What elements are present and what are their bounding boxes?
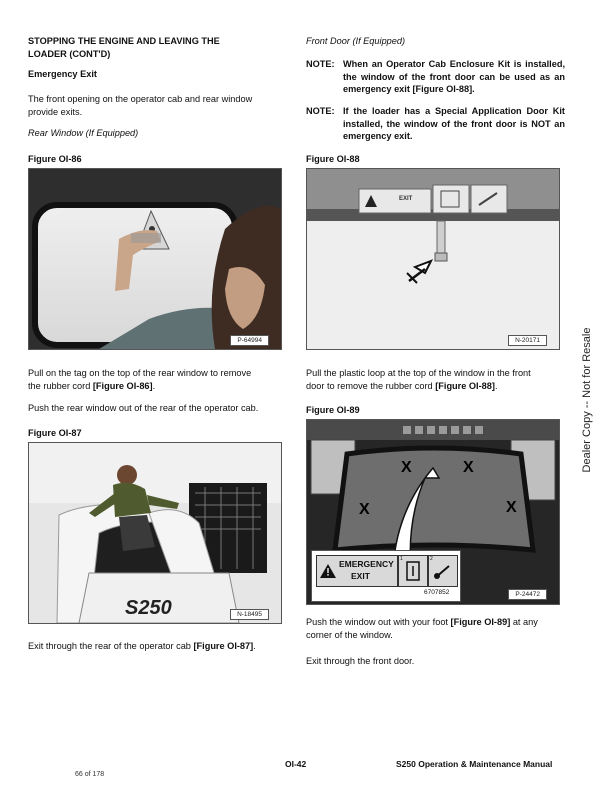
decal-step-number: 2 <box>430 556 433 562</box>
decal-step-number: 1 <box>400 556 403 562</box>
decal-warning-panel <box>316 555 398 587</box>
decal-step-2 <box>428 555 458 587</box>
exit-decal-text: EXIT <box>399 196 413 202</box>
push-front-line-1 <box>306 616 538 629</box>
pull-tag-line-2 <box>28 380 251 393</box>
pull-loop-line-1: Pull the plastic loop at the top of the window in the front <box>306 368 531 378</box>
figure-oi-86-photo <box>28 168 282 350</box>
section-title-line-2: LOADER (CONT'D) <box>28 48 111 59</box>
decal-emergency-text: EMERGENCY <box>339 559 394 569</box>
push-front-text: Push the window out with your foot <box>306 617 451 627</box>
warning-triangle-icon <box>319 563 337 579</box>
decal-step-1 <box>398 555 428 587</box>
pull-loop-text: door to remove the rubber cord <box>306 380 436 391</box>
front-door-label: Front Door (If Equipped) <box>306 36 406 46</box>
figure-oi-89-label: Figure OI-89 <box>306 405 360 415</box>
push-rear-paragraph: Push the rear window out of the rear of the operator cab. <box>28 403 259 413</box>
front-door-window-photo <box>307 169 559 349</box>
push-front-paragraph <box>306 616 538 641</box>
rear-window-label: Rear Window (If Equipped) <box>28 128 139 138</box>
note-special-application-kit <box>306 105 565 145</box>
pull-cord-icon <box>399 556 427 586</box>
exit-front-paragraph: Exit through the front door. <box>306 656 415 666</box>
intro-paragraph <box>28 93 252 118</box>
figure-oi-88-photo <box>306 168 560 350</box>
figure-ref-oi-87: [Figure OI-87] <box>193 641 254 651</box>
note-label: NOTE: <box>306 59 335 69</box>
push-front-line-2: corner of the window. <box>306 629 393 640</box>
exit-rear-paragraph <box>28 640 256 653</box>
corner-marker-bottom-right: X <box>506 499 517 516</box>
rear-window-photo <box>29 169 281 349</box>
intro-line-1: The front opening on the operator cab and rear window <box>28 94 253 104</box>
pull-tag-period: . <box>152 380 156 391</box>
corner-marker-top-right: X <box>463 459 474 476</box>
decal-exit-text: EXIT <box>351 571 370 581</box>
section-title <box>28 35 220 60</box>
exit-rear-period: . <box>253 641 256 651</box>
pull-loop-paragraph <box>306 367 531 392</box>
figure-oi-89-code: P-24472 <box>508 589 547 600</box>
corner-marker-bottom-left: X <box>359 501 370 518</box>
pull-loop-period: . <box>494 380 498 391</box>
decal-part-number: 6707852 <box>424 589 450 596</box>
section-title-line-1: STOPPING THE ENGINE AND LEAVING THE <box>28 36 220 46</box>
note-text: When an Operator Cab Enclosure Kit is installed, the window of the front door can be used as an emergency exit [Figure OI-88]. <box>343 59 565 94</box>
figure-ref-oi-89: [Figure OI-89] <box>450 617 511 627</box>
figure-oi-89-photo <box>306 419 560 605</box>
push-front-tail: at any <box>510 617 538 627</box>
corner-marker-top-left: X <box>401 459 412 476</box>
pull-tag-text: the rubber cord <box>28 380 93 391</box>
manual-title: S250 Operation & Maintenance Manual <box>396 759 553 769</box>
figure-oi-87-label: Figure OI-87 <box>28 428 82 438</box>
pull-loop-line-2 <box>306 380 531 393</box>
figure-ref-oi-88: [Figure OI-88] <box>435 380 495 391</box>
loader-model-decal: S250 <box>125 597 172 619</box>
exit-rear-text: Exit through the rear of the operator cab <box>28 641 194 651</box>
note-text: If the loader has a Special Application Door Kit installed, the window of the front door is NOT an emergency exit. <box>343 106 565 141</box>
figure-oi-87-photo <box>28 442 282 624</box>
note-operator-cab-kit <box>306 58 565 98</box>
figure-oi-86-code: P-64994 <box>230 335 269 346</box>
emergency-exit-decal <box>311 550 461 602</box>
page-count: 66 of 178 <box>75 771 105 778</box>
dealer-copy-watermark: Dealer Copy -- Not for Resale <box>581 327 593 473</box>
pull-tag-paragraph <box>28 367 251 392</box>
figure-ref-oi-86: [Figure OI-86] <box>92 380 153 391</box>
push-window-icon <box>429 556 457 586</box>
loader-rear-exit-photo <box>29 443 281 623</box>
figure-oi-88-code: N-20171 <box>508 335 547 346</box>
figure-oi-86-label: Figure OI-86 <box>28 154 82 164</box>
figure-oi-88-label: Figure OI-88 <box>306 154 360 164</box>
page-code: OI-42 <box>285 759 307 769</box>
emergency-exit-heading: Emergency Exit <box>28 69 97 79</box>
figure-oi-87-code: N-18495 <box>230 609 269 620</box>
note-label: NOTE: <box>306 106 335 116</box>
pull-tag-line-1: Pull on the tag on the top of the rear window to remove <box>28 368 252 378</box>
intro-line-2: provide exits. <box>28 106 83 117</box>
